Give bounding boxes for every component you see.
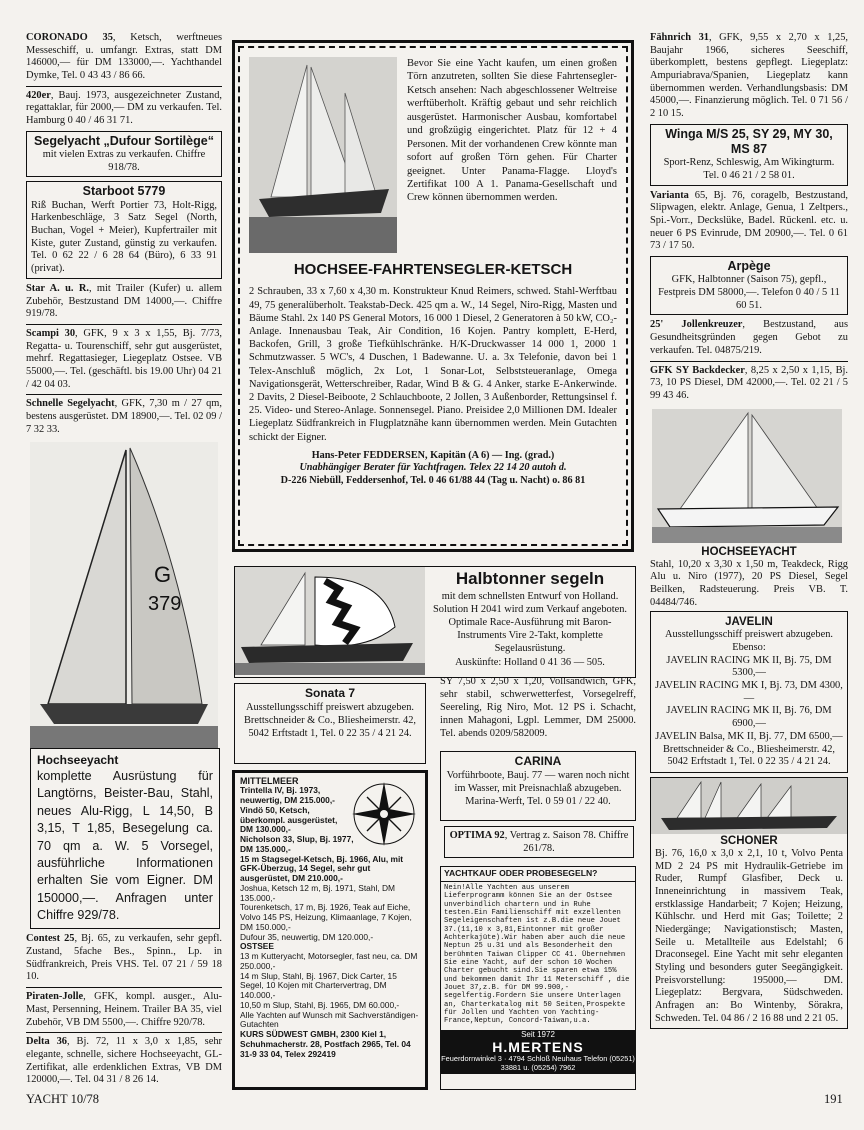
- classified-javelin: JAVELIN Ausstellungsschiff preiswert abzugeben. Ebenso: JAVELIN RACING MK II, Bj. 75, DM 5300,— JAVELIN RACING MK I, Bj. 73, DM 4300,— JAVELIN RACING MK II, Bj. 76, DM 6900,— JAVELIN Balsa, MK II, Bj. 77, DM 6500,— Brettschneider & Co., Bliesheimerstr. 42, 5042 Erftstadt 1, Tel. 0 22 35 / 4 21 24.: [650, 611, 848, 773]
- classified-faehnrich: Fähnrich 31, GFK, 9,55 x 2,70 x 1,25, Baujahr 1966, sicheres Seeschiff, überkomplett, bestens gepflegt. Liegeplatz: Ampuriabrava/Spanien, Liegeplatz kann übernommen werden. Verhandlungsbasis: DM 45000,—. Finanzierung möglich. Tel. 0 71 56 / 2 10 15.: [650, 32, 848, 120]
- classified-420er: 420er, Bauj. 1973, ausgezeichneter Zustand, regattaklar, für 2000,— DM zu verkaufen. Tel. Hamburg 0 40 / 46 31 71.: [26, 89, 222, 127]
- ad-optima: OPTIMA 92, Vertrag z. Saison 78. Chiffre 261/78.: [444, 826, 634, 858]
- schooner-photo: [651, 778, 847, 834]
- classified-gfk-backdecker: GFK SY Backdecker, 8,25 x 2,50 x 1,15, Bj. 73, 10 PS Diesel, DM 42000,—. Tel. 02 21 / 5 99 43 46.: [650, 364, 849, 401]
- classified-hochseeyacht: Hochseeyacht komplette Ausrüstung für Langtörns, Beister-Bau, Stahl, neues Alu-Rigg, L 14,50, B 3,15, T 1,85, Besegelung ca. 70 qm a. W. 5 Vorsegel, ausführliche Informationen erhalten Sie vom Eigner. DM 150000,—. Anfragen unter Chiffre 929/78.: [30, 748, 220, 929]
- classified-schnelle-segelyacht: Schnelle Segelyacht, GFK, 7,30 m / 27 qm, bestens ausgerüstet. DM 18900,—. Tel. 02 09 / 7 32 33.: [26, 398, 222, 435]
- classified-star-ar: Star A. u. R., mit Trailer (Kufer) u. allem Zubehör, Bestzustand DM 14000,—. Chiffre 919/78.: [26, 282, 222, 320]
- yacht-photo-right: [652, 409, 842, 543]
- classified-arpege: Arpège GFK, Halbtonner (Saison 75), gepfl., Festpreis DM 58000,—. Telefon 0 40 / 5 11 60 51.: [650, 256, 848, 315]
- classified-sy750: SY 7,50 x 2,50 x 1,20, Vollsandwich, GFK, sehr stabil, schwerwetterfest, Vorsegelreff, Seereling, Rig Niro, Mot. 12 PS i. Schacht, innen Mahagoni, Lgpl. Lemmer, DM 25000. Tel. abends 0209/582009.: [440, 676, 636, 739]
- ad-sonata: Sonata 7 Ausstellungsschiff preiswert abzugeben. Brettschneider & Co., Bliesheimerstr. 42, 5042 Erftstadt 1, Tel. 0 22 35 / 4 21 24.: [234, 683, 426, 764]
- classified-contest: Contest 25, Bj. 65, zu verkaufen, sehr gepfl. Zustand, 5fache Bes., Spinn., Lp. in Südfrankreich, Preis VHS. Tel. 07 21 / 59 18 10.: [26, 933, 222, 983]
- ad-carina: CARINA Vorführboote, Bauj. 77 — waren noch nicht im Wasser, mit Preisnachlaß abzugeben. Marina-Werft, Tel. 0 59 01 / 22 40.: [440, 751, 636, 821]
- ad-mertens: YACHTKAUF ODER PROBESEGELN? Nein!Alle Yachten aus unserem Lieferprogramm können Sie an der Ostsee unverbindlich chartern und in Ruhe testen.Ein Familienschiff mit exzellenten Segeleigenschaften ist z.B.die neue Jouet 37.(11,10 x 3,81,Eintonner mit großer Achterkajüte).Wir haben aber auch die neue Neptun 25 u.31 und als Besonderheit den berühmten Taiwan Clipper CC 41. Übernehmen Sie eine Yacht, auf der schon 10 Wochen Charter gebucht sind.Sie sparen etwa 15% und bekommen damit Ihr 11 Meterschiff , die Jouet 37,z.B. für DM 99.900,- segelfertig.Fordern Sie unsere Unterlagen an, Charterkatalog mit 50 Seiten,Prospekte für Jollen und Yachten von Yachting-France,Neptun, Concord-Taiwan,u.a. Seit 1972 H.MERTENS Feuerdornwinkel 3 · 4794 Schloß Neuhaus Telefon (05251) 33881 u. (05254) 7962: [440, 866, 636, 1090]
- classified-jollenkreuzer: 25' Jollenkreuzer, Bestzustand, aus Gesundheitsgründen gegen Gebot zu verkaufen. Tel. 04875/219.: [650, 319, 848, 356]
- ad-hochsee-ketsch: Bevor Sie eine Yacht kaufen, um einen großen Törn anzutreten, sollten Sie diese Fahrtensegler-Ketsch ansehen: Nach abgeschlossener Weltreise werftüberholt. Kräftig gebaut und sehr reichlich ausgerüstet. Harmonischer Ausbau, komfortabel und großzügig eingerichtet. Platz für 12 + 4 Personen. Mit der vorhandenen Crew könnte man sofort auf großen Törn gehen. Für Charter geeignet. Unter Panama-Flagge. Lloyd's Zertifikat 100 A 1. Panama-Gesellschaft und Crew können übernommen werden. HOCHSEE-FAHRTENSEGLER-KETSCH 2 Schrauben, 33 x 7,60 x 4,30 m. Konstrukteur Knud Reimers, schwed. Stahl-Werftbau 49, 75 generalüberholt. Teakstab-Deck. 425 qm a. W., 14 Segel, Niro-Rigg, Masten und Bäume Stahl. 2x 140 PS General Motors, 16 000 1 Diesel, 2 Generatoren à 50 kW, CO₂-Anlage. Innenausbau Teak, Air Condition, 16 Kojen. Pantry komplett, E-Herd, Backofen, Grill, 3 große Tiefkühlschränke. H/K-Druckwasser 14 000 1, 2000 1 Schmutzwasser. 5 WC's, 4 Duschen, 1 Badewanne. U. a. 3x Telefonie, davon bei 1 Telex-Anschluß möglich, 2x Lot, 1 Sonar-Lot, Selbststeueranlage, Omega Navigationsgerät, Wetterschreiber, Radar, Wind B & G. 4 Anker, starke E-Ankerwinde. 2 Davits, 2 Diesel-Beiboote, 2 Schlauchboote, 2 Jollen, 3 Außenborder, Rettungsinsel f. 25. Video- und Stereo-Anlage. Sonnensegel. Piano. Preisidee 2,0 Millionen DM. Idealer Liegeplatz Südfrankreich in Flugplatznähe kann übernommen werden. Mein Gutachten schickt der Eigner. Hans-Peter FEDDERSEN, Kapitän (A 6) — Ing. (grad.) Unabhängiger Berater für Yachtfragen. Telex 22 14 20 autoh d. D-226 Niebüll, Feddersenhof, Tel. 0 46 61/88 44 (Tag u. Nacht) o. 86 81: [232, 40, 634, 552]
- page-number: 191: [824, 1092, 843, 1106]
- compass-icon: [349, 779, 419, 849]
- footer-magazine: YACHT 10/78: [26, 1092, 100, 1106]
- ad-mittelmeer: MITTELMEER Trintella IV, Bj. 1973, neuwertig, DM 215.000,- Vindö 50, Ketsch, überkompl. ausgerüstet, DM 130.000,- Nicholson 33, Slup, Bj. 1977, DM 135.000,- 15 m Stagsegel-Ketsch, Bj. 1966, Alu, mit GFK-Überzug, 14 Segel, sehr gut ausgerüstet, DM 210.000,- Joshua, Ketsch 12 m, Bj. 1971, Stahl, DM 135.000,- Tourenketsch, 17 m, Bj. 1926, Teak auf Eiche, Volvo 145 PS, Heizung, Klimaanlage, 7 Kojen, DM 150.000,- Dufour 35, neuwertig, DM 120.000,- OSTSEE 13 m Kutteryacht, Motorsegler, fast neu, ca. DM 250.000,- 14 m Slup, Stahl, Bj. 1967, Dick Carter, 15 Segel, 10 Kojen mit Chartervertrag, DM 140.000,- 10,50 m Slup, Stahl, Bj. 1965, DM 60.000,- Alle Yachten auf Wunsch mit Sachverständigen-Gutachten KURS SÜDWEST GMBH, 2300 Kiel 1, Schuhmacherstr. 28, Postfach 2965, Tel. 04 31-9 33 04, Telex 292419: [232, 770, 428, 1090]
- sailboat-photo: [30, 442, 218, 748]
- classified-starboot: Starboot 5779 Riß Buchan, Werft Portier 73, Holt-Rigg, Harkenbeschläge, 3 Satz Segel (North, Buchan, Vogel + Meier), Kupfertrailer mit Kiste, guter Zustand, günstig zu verkaufen. Tel. 0 62 22 / 6 28 64 (Büro), 6 33 91 (privat).: [26, 181, 222, 278]
- classified-varianta: Varianta 65, Bj. 76, coragelb, Bestzustand, Slipwagen, elektr. Anlage, Genua, 1 Zeltpers., Spi.-Vorr., Deckslüke, Badel. Rückenl. etc. u. neuer 6 PS Evinrude, DM 20900,—. Tel. 0 61 73 / 17 50.: [650, 189, 848, 252]
- classified-delta: Delta 36, Bj. 72, 11 x 3,0 x 1,85, sehr elegante, schnelle, sichere Hochseeyacht, GL-Zertifikat, alle erdenklichen Extras, VB DM 120000,—. Tel. 04 31 / 8 26 14.: [26, 1036, 222, 1086]
- classified-hochseeyacht-right: HOCHSEEYACHT Stahl, 10,20 x 3,30 x 1,50 m, Teakdeck, Rigg Alu u. Niro (1977), 20 PS Diesel, Segel Beilken, Radsteuerung. Preis VB. T. 04484/746.: [650, 545, 848, 608]
- svg-text:G: G: [154, 562, 172, 588]
- spinnaker-photo: [235, 567, 425, 675]
- classified-scampi: Scampi 30, GFK, 9 x 3 x 1,55, Bj. 7/73, Regatta- u. Tourenschiff, sehr gut ausgerüstet, mehrf. Regattasieger, Liegeplatz Ostsee. VB 55000,—. Tel. (geschäftl. bis 19.00 Uhr) 04 21 / 42 04 03.: [26, 327, 222, 390]
- ad-halbtonner: Halbtonner segeln mit dem schnellsten Entwurf von Holland. Solution H 2041 wird zum Verkauf angeboten. Optimale Race-Ausführung mit Baron-Instruments Vire 2-Takt, komplette Segelausrüstung. Auskünfte: Holland 0 41 36 — 505.: [234, 566, 636, 678]
- classified-piraten-jolle: Piraten-Jolle, GFK, kompl. ausger., Alu-Mast, Persenning, Heinem. Trailer BA 35, viel Zubehör, VB DM 5500,—. Chiffre 920/78.: [26, 991, 222, 1028]
- classified-winga: Winga M/S 25, SY 29, MY 30, MS 87 Sport-Renz, Schleswig, Am Wikingturm. Tel. 0 46 21 / 2 58 01.: [650, 124, 848, 186]
- column-right: [650, 32, 848, 1033]
- column-left: [26, 32, 222, 1090]
- svg-text:379: 379: [148, 593, 182, 616]
- classified-coronado: CORONADO 35, Ketsch, werftneues Messeschiff, u. umfangr. Extras, statt DM 146000,— für DM 133000,—. Yachthandel Dymke, Tel. 0 43 43 / 86 66.: [26, 32, 222, 82]
- classified-dufour: Segelyacht „Dufour Sortilège“ mit vielen Extras zu verkaufen. Chiffre 918/78.: [26, 131, 222, 178]
- ketsch-photo: [249, 57, 397, 253]
- mertens-logo: H.MERTENS: [492, 1039, 584, 1056]
- classified-schoner: SCHONER Bj. 76, 16,0 x 3,0 x 2,1, 10 t, Volvo Penta MD 2 24 PS mit Hydraulik-Getriebe im Ruder, Rumpf Glasfiber, Deck u. Inneneinrichtung in massivem Teak, erstklassige Handarbeit; 7 Kojen; Heizung, Kühlschr. und Herd mit Gas; Toilette; 2 Niedergänge; Navigationstisch; Masten, Seile u. Metallteile aus Edelstahl; 6 Draconsegel. Eine Yacht mit sehr eleganten Styling und besonders guter Seegängigkeit. Preisvorstellung: 195000,— DM. Liegeplatz: Bergvara, Südschweden. Anfragen an: Bo Wintenby, Sörakra, Schweden. Tel. 04 86 / 2 16 88 und 2 21 05.: [650, 777, 848, 1029]
